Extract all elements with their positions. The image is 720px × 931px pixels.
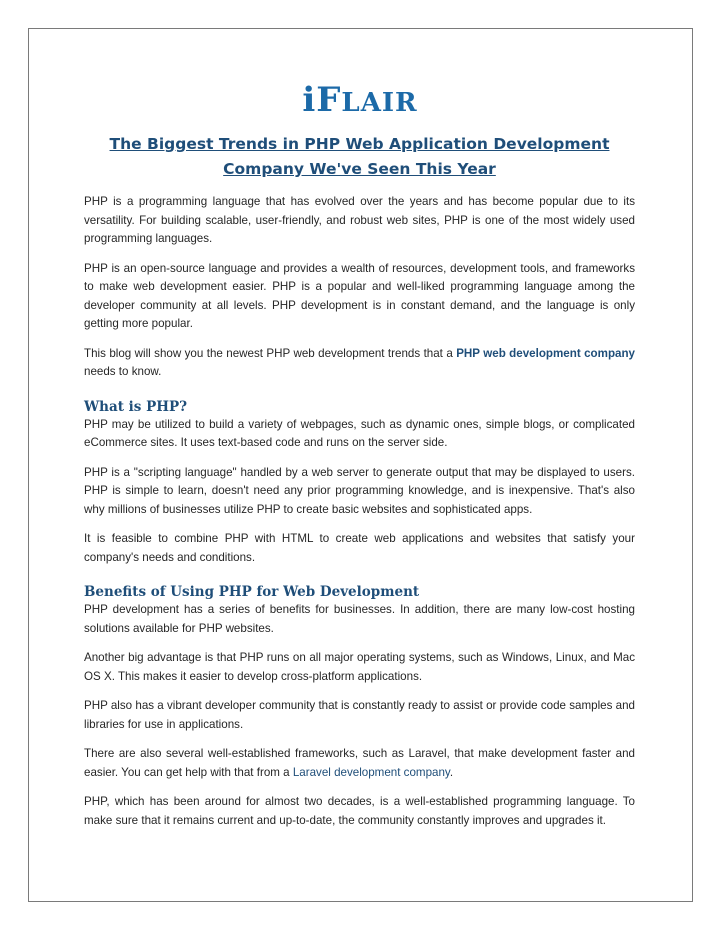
- section1-paragraph-2: PHP is a "scripting language" handled by a web server to generate output that may be displayed to users. PHP is simple to learn, doesn't need any prior programming knowledge, and is inexpensive. That's also why millions of businesses utilize PHP to create basic websites and sophisticated apps.: [84, 465, 635, 516]
- logo-letter-i: i: [302, 80, 317, 120]
- section2-paragraph-3: PHP also has a vibrant developer community that is constantly ready to assist or provide code samples and libraries for use in applications.: [84, 699, 635, 731]
- php-company-link[interactable]: PHP web development company: [456, 346, 636, 360]
- intro-p3-text-after: needs to know.: [84, 365, 162, 378]
- section2-p4-text-after: .: [449, 765, 454, 779]
- intro-paragraph-2: PHP is an open-source language and provides a wealth of resources, development tools, and frameworks to make web development easier. PHP is a popular and well-liked programming language among the developer community at all levels. PHP development is in constant demand, and the language is only getting more popular.: [84, 261, 635, 330]
- intro-p3-text-before: This blog will show you the newest PHP web development trends that a: [84, 346, 457, 360]
- section-heading-benefits: Benefits of Using PHP for Web Development: [84, 584, 420, 600]
- section1-paragraph-1: PHP may be utilized to build a variety of webpages, such as dynamic ones, simple blogs, or complicated eCommerce sites. It uses text-based code and runs on the server side.: [84, 417, 635, 449]
- section1-paragraph-3: It is feasible to combine PHP with HTML to create web applications and websites that satisfy your company's needs and conditions.: [84, 532, 635, 564]
- intro-paragraph-3: [84, 345, 635, 382]
- section2-paragraph-5: PHP, which has been around for almost two decades, is a well-established programming language. To make sure that it remains current and up-to-date, the community constantly improves and upgrades it.: [84, 795, 635, 827]
- logo-letter-f: F: [316, 80, 342, 120]
- section-heading-what-is-php: What is PHP?: [84, 398, 188, 415]
- section2-paragraph-1: PHP development has a series of benefits for businesses. In addition, there are many low-cost hosting solutions available for PHP websites.: [84, 603, 635, 635]
- document-body: [84, 193, 635, 841]
- section2-p4-text-before: There are also several well-established frameworks, such as Laravel, that make development faster and easier. You can get help with that from a: [84, 747, 635, 779]
- logo-rest: LAIR: [341, 88, 418, 118]
- document-title: The Biggest Trends in PHP Web Application Development Company We've Seen This Year: [109, 135, 610, 178]
- iflair-logo: [0, 80, 720, 120]
- section2-paragraph-2: Another big advantage is that PHP runs on all major operating systems, such as Windows, Linux, and Mac OS X. This makes it easier to develop cross-platform applications.: [84, 651, 635, 683]
- laravel-company-link[interactable]: Laravel development company: [292, 765, 450, 779]
- section2-paragraph-4: [84, 745, 635, 782]
- intro-paragraph-1: PHP is a programming language that has evolved over the years and has become popular due to its versatility. For building scalable, user-friendly, and robust web sites, PHP is one of the most widely used programming languages.: [84, 195, 635, 245]
